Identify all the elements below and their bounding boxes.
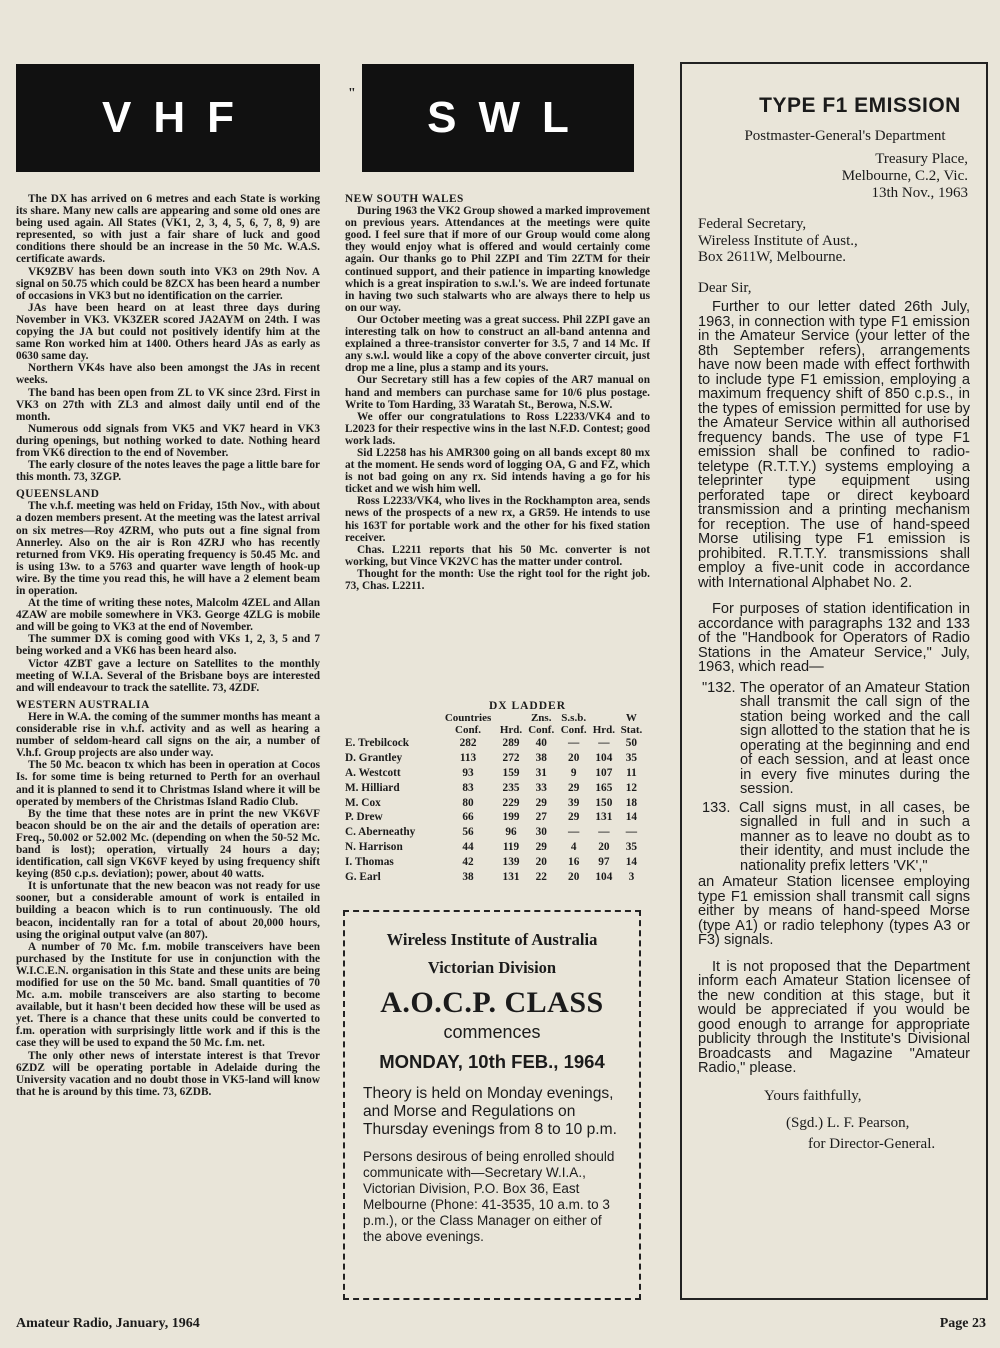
table-cell: 16 xyxy=(568,855,580,868)
f1-quote-132: "132. The operator of an Amateur Station shall transmit the call sign of the station being worked and the call sign allotted to the station that he is operating at the beginning and end of each session, and at least once in every five minutes during the session. xyxy=(702,679,970,797)
f1-paragraph-1: Further to our letter dated 26th July, 1963, in connection with type F1 emission in the Amateur Service (your letter of the 8th September refers), arrangements have now been made with effect forthwith to include type F1 emission, employing a maximum frequency shift of 850 c.p.s., in the types of emission permitted for use by the Amateur Service within all authorised frequency bands. The use of type F1 emission shall be confined to radio-teletype (R.T.T.Y.) systems employing a teleprinter type equipment using perforated tape or direct keyboard transmission and a printing mechanism for reception. The use of hand-speed Morse utilising type F1 emission is prohibited. R.T.T.Y. transmissions shall employ a five-unit code in accordance with International Alphabet No. 2. xyxy=(698,299,970,591)
table-cell: Countries xyxy=(444,712,492,724)
paragraph: Numerous odd signals from VK5 and VK7 heard in VK3 during openings, but nothing worked to date. Nothing heard from VK6 direction to the end of November. xyxy=(16,422,320,459)
table-cell: 83 xyxy=(462,781,474,794)
f1-paragraph-3: an Amateur Station licensee employing type F1 emission shall transmit call signs either by means of hand-speed Morse (type A1) or radio telephony (types A3 or F3) signals. xyxy=(698,874,970,948)
table-cell: 29 xyxy=(568,811,580,824)
table-cell: 20 xyxy=(568,870,580,883)
paragraph: Chas. L2211 reports that his 50 Mc. converter is not working, but Vince VK2VC has the matter under control. xyxy=(345,543,650,568)
table-cell: 50 xyxy=(625,737,638,750)
table-cell: 104 xyxy=(595,870,613,883)
table-cell: 27 xyxy=(535,811,547,824)
swl-paragraphs xyxy=(345,205,650,592)
dx-ladder-table xyxy=(345,712,645,884)
paragraph: The band has been open from ZL to VK since 23rd. First in VK3 on 27th with ZL3 and almost daily until end of the month. xyxy=(16,386,320,423)
table-cell: 159 xyxy=(502,766,520,779)
paragraph: JAs have been heard on at least three days during November in VK3. VK3ZER scored JA2AYM on 24th. I was copying the JA but could not positively identify him at the same Ron worked him at 1400. Others heard JAs as early as 0630 same day. xyxy=(16,301,320,363)
table-cell: S.s.b. xyxy=(561,712,587,724)
table-cell: 165 xyxy=(595,781,613,794)
table-cell: C. Aberneathy xyxy=(345,826,416,839)
f1-signature: (Sgd.) L. F. Pearson, xyxy=(786,1114,910,1131)
table-cell: 282 xyxy=(459,737,477,750)
table-cell: Hrd. xyxy=(592,724,616,736)
table-cell: G. Earl xyxy=(345,870,381,883)
table-row xyxy=(345,724,645,736)
table-cell: 35 xyxy=(625,840,638,853)
dx-ladder-title: DX LADDER xyxy=(488,700,567,712)
table-cell: 150 xyxy=(595,796,613,809)
type-f1-emission-letter xyxy=(680,62,988,1300)
vhf-article xyxy=(16,193,320,1098)
paragraph: Our October meeting was a great success. Phil 2ZPI gave an interesting talk on how to construct an all-band antenna and explained a three-transistor converter for 3.5, 7 and 14 Mc. If any s.w.l. would like a copy of the above converter circuit, just drop me a line, plus a stamp and its yours. xyxy=(345,313,650,375)
table-row xyxy=(345,825,645,840)
table-cell: 96 xyxy=(505,826,517,839)
table-cell: Stat. xyxy=(620,724,643,736)
f1-paragraph-4: It is not proposed that the Department inform each Amateur Station licensee of the new condition at this stage, but it would be appreciated if you would be good enough to arrange for appropriate publicity through the Institute's Divisional Broadcasts and Magazine "Amateur Radio," please. xyxy=(698,958,970,1076)
table-cell: E. Trebilcock xyxy=(345,737,410,750)
table-row xyxy=(345,795,645,810)
table-cell: 38 xyxy=(535,752,547,765)
dx-ladder xyxy=(345,700,650,884)
table-cell: 20 xyxy=(535,855,547,868)
table-cell: P. Drew xyxy=(345,811,383,824)
f1-paragraph-2: For purposes of station identification in accordance with paragraphs 132 and 133 of the "Handbook for Operators of Radio Stations in the Amateur Service," July, 1963, which read— xyxy=(698,601,970,675)
table-cell: 229 xyxy=(502,796,520,809)
table-cell: — xyxy=(598,737,610,750)
table-cell: 119 xyxy=(502,840,520,853)
table-cell xyxy=(345,724,439,736)
table-cell: 131 xyxy=(595,811,613,824)
table-cell: D. Grantley xyxy=(345,752,403,765)
table-row xyxy=(345,840,645,855)
aocp-date: MONDAY, 10th FEB., 1964 xyxy=(379,1051,605,1072)
queensland-paragraphs xyxy=(16,500,320,694)
f1-signature-title: for Director-General. xyxy=(808,1135,936,1152)
aocp-division: Victorian Division xyxy=(427,958,557,977)
table-row xyxy=(345,751,645,766)
f1-department: Postmaster-General's Department xyxy=(744,128,946,144)
paragraph: The 50 Mc. beacon tx which has been in operation at Cocos Is. for some time is being returned to Perth for an overhaul and it is planned to send it to Christmas Island where it will be operated by members of the Christmas Island Radio Club. xyxy=(16,759,320,808)
table-cell: 18 xyxy=(625,796,638,809)
table-cell: 29 xyxy=(568,781,580,794)
table-cell: 289 xyxy=(502,737,520,750)
table-cell: Conf. xyxy=(560,724,587,736)
paragraph: The v.h.f. meeting was held on Friday, 15th Nov., with about a dozen members present. At the meeting was the latest arrival on six metres—Roy 4ZRM, who puts out a fine signal from Annerley. Also on the air is Ron 4ZRJ who has recently returned from VK9. His operating frequency is 50.45 Mc. and is using 13w. to a 5763 and quarter wave length of hook-up wire. By the time you read this, he will have a 2 element beam in operation. xyxy=(16,500,320,597)
table-cell: I. Thomas xyxy=(345,855,394,868)
table-row xyxy=(345,854,645,869)
paragraph: Northern VK4s have also been amongst the JAs in recent weeks. xyxy=(16,362,320,387)
table-cell: 39 xyxy=(568,796,580,809)
aocp-commences: commences xyxy=(443,1022,541,1042)
table-row xyxy=(345,712,645,724)
paragraph: The summer DX is coming good with VKs 1, 2, 3, 5 and 7 being worked and a VK6 has been heard also. xyxy=(16,633,320,658)
table-cell: 38 xyxy=(462,870,474,883)
paragraph: Here in W.A. the coming of the summer months has meant a considerable rise in v.h.f. activity and as well as hearing a number of seldom-heard call signs on the air, a number of V.h.f. Group projects are also under way. xyxy=(16,710,320,760)
table-cell: 42 xyxy=(462,855,474,868)
f1-quote-133: 133. Call signs must, in all cases, be signalled in full and in such a manner as to leave no doubt as to their identity, and must include the nationality prefix letters 'VK'," xyxy=(702,799,970,874)
table-cell: — xyxy=(625,826,638,839)
aocp-class-notice xyxy=(343,910,641,1300)
aocp-contact: Persons desirous of being enrolled should communicate with—Secretary W.I.A., Victorian Division, P.O. Box 36, East Melbourne (Phone: 41-3535, 10 a.m. to 3 p.m.), or the Class Manager on either of the above evenings. xyxy=(363,1149,615,1244)
paragraph: Thought for the month: Use the right tool for the right job. 73, Chas. L2211. xyxy=(345,567,650,592)
footer-page-number: Page 23 xyxy=(939,1316,986,1331)
table-cell xyxy=(590,712,618,724)
paragraph: The DX has arrived on 6 metres and each State is working its share. Many new calls are appearing and some old ones are being used again. All States (VK1, 2, 3, 4, 5, 6, 7, 8, 9) are represented, so with just a fair share of luck and good conditions there should be an increase in the 50 Mc. W.A.S. certificate awards. xyxy=(16,193,320,266)
vhf-intro-paragraphs xyxy=(16,193,320,483)
table-cell: 20 xyxy=(598,840,610,853)
aocp-title: A.O.C.P. CLASS xyxy=(380,986,604,1019)
paragraph: During 1963 the VK2 Group showed a marked improvement on previous years. Attendances at the meetings were quite good. I feel sure that if more of our Group would come along they would enjoy what is offered and would certainly come again. Our thanks go to Phil 2ZPI and Tim 2ZTM for their continued support, and their patience in imparting knowledge which is a great inspiration to s.w.l.'s. We are indeed fortunate in having two such stalwarts who are always there to help us on our way. xyxy=(345,205,650,314)
table-cell: 33 xyxy=(535,781,547,794)
paragraph: The only other news of interstate interest is that Trevor 6ZDZ will be operating portable in Adelaide during the University vacation and no doubt those in VK5-land will know that he is around by this time. 73, 6ZDB. xyxy=(16,1049,320,1098)
table-cell: 30 xyxy=(535,826,547,839)
vhf-banner: VHF xyxy=(16,64,320,172)
paragraph: Ross L2233/VK4, who lives in the Rockhampton area, sends news of the prospects of a new rx, a GR59. He intends to use his 163T for portable work and the other for his fixed station receiver. xyxy=(345,495,650,544)
address-line: Melbourne, C.2, Vic. xyxy=(841,168,968,184)
table-cell: 9 xyxy=(570,766,577,779)
address-line: Box 2611W, Melbourne. xyxy=(698,249,847,265)
table-cell: M. Cox xyxy=(345,796,381,809)
table-cell: Conf. xyxy=(528,724,555,736)
table-cell: 22 xyxy=(535,870,547,883)
f1-closing: Yours faithfully, xyxy=(764,1087,862,1104)
table-cell: 104 xyxy=(595,752,613,765)
paragraph: Sid L2258 has his AMR300 going on all bands except 80 mx at the moment. He sends word of logging OA, G and FZ, which is not bad going on any rx. Sid intends having a go for his ticket and we wish him well. xyxy=(345,446,650,496)
table-cell: 107 xyxy=(595,766,613,779)
table-cell: W xyxy=(625,712,637,724)
table-cell: 11 xyxy=(626,766,637,779)
paragraph: By the time that these notes are in print the new VK6VF beacon should be on the air and the details of operation are: Freq., 50.002 or 52.002 Mc. (depending on when the 50-52 Mc. band is lost); operation, virtually 24 hours a day; identification, call sign VK6VF keyed by using frequency shift keying (850 c.p.s. deviation); power, about 40 watts. xyxy=(16,807,320,881)
swl-banner: SWL xyxy=(362,64,634,172)
aocp-org: Wireless Institute of Australia xyxy=(386,930,598,949)
table-cell: M. Hilliard xyxy=(345,781,400,794)
table-cell: 20 xyxy=(568,752,580,765)
address-line: Federal Secretary, xyxy=(698,216,807,232)
paragraph: VK9ZBV has been down south into VK3 on 29th Nov. A signal on 50.75 which could be 8ZCX has been heard a number of occasions in VK3 but no identification on the carrier. xyxy=(16,265,320,302)
western-australia-paragraphs xyxy=(16,711,320,1098)
table-cell: 131 xyxy=(502,870,520,883)
stray-mark: " xyxy=(348,86,356,101)
table-cell: 29 xyxy=(535,840,547,853)
table-cell: Conf. xyxy=(455,724,482,736)
table-cell: 56 xyxy=(462,826,474,839)
paragraph: At the time of writing these notes, Malcolm 4ZEL and Allan 4ZAW are mobile somewhere in VK3. George 4ZLG is mobile and will be going to VK3 at the end of November. xyxy=(16,597,320,634)
paragraph: It is unfortunate that the new beacon was not ready for use sooner, but a considerable amount of work is entailed in building a beacon which is to run continuously. The old beacon, incidentally ran for a total of about 20,000 hours, using the original output valve (an 807). xyxy=(16,880,320,941)
western-australia-heading: WESTERN AUSTRALIA xyxy=(16,698,150,711)
nsw-heading: NEW SOUTH WALES xyxy=(345,193,464,205)
table-row xyxy=(345,736,645,751)
f1-to-address xyxy=(682,216,986,266)
table-cell: Hrd. xyxy=(499,724,523,736)
table-cell: 93 xyxy=(462,766,474,779)
table-cell: 31 xyxy=(535,766,547,779)
table-cell: 12 xyxy=(625,781,638,794)
table-cell: 113 xyxy=(459,752,477,765)
table-cell: 14 xyxy=(625,811,638,824)
address-line: Wireless Institute of Aust., xyxy=(698,232,858,249)
table-row xyxy=(345,780,645,795)
table-cell: 199 xyxy=(502,811,520,824)
queensland-heading: QUEENSLAND xyxy=(16,488,100,501)
table-cell: 4 xyxy=(570,840,577,853)
f1-title: TYPE F1 EMISSION xyxy=(759,94,961,117)
table-cell: Zns. xyxy=(530,712,552,724)
table-row xyxy=(345,810,645,825)
table-cell: — xyxy=(568,737,580,750)
paragraph: Victor 4ZBT gave a lecture on Satellites to the monthly meeting of W.I.A. Several of the Brisbane boys are interested and will endeavour to track the satellite. 73, 4ZDF. xyxy=(16,657,320,694)
address-line: Treasury Place, xyxy=(875,151,968,167)
table-cell: A. Westcott xyxy=(345,766,401,779)
paragraph: A number of 70 Mc. f.m. mobile transceivers have been purchased by the Institute for use in conjunction with the W.I.C.E.N. organisation in this State and these units are being modified for use on the 50 Mc. band. Small quantities of 70 Mc. a.m. mobile transceivers are also starting to become available, but it hasn't been decided how these will be used as yet. There is a chance that these units could be converted to f.m. operation with surprisingly little work and if this is the case they will be used to expand the 50 Mc. f.m. net. xyxy=(16,940,320,1050)
table-cell: 80 xyxy=(462,796,474,809)
f1-salutation: Dear Sir, xyxy=(698,279,752,296)
paragraph: Our Secretary still has a few copies of the AR7 manual on hand and members can purchase same for 10/6 plus postage. Write to Tom Harding, 33 Waratah St., Berowa, N.S.W. xyxy=(345,374,650,411)
table-cell: 139 xyxy=(502,855,520,868)
table-cell: 272 xyxy=(502,752,520,765)
table-row xyxy=(345,869,645,884)
swl-article xyxy=(345,193,650,592)
address-line: 13th Nov., 1963 xyxy=(871,185,968,201)
table-cell: 66 xyxy=(462,811,474,824)
table-cell: 235 xyxy=(502,781,520,794)
table-cell xyxy=(345,712,439,724)
f1-from-address xyxy=(682,151,986,202)
table-cell: 40 xyxy=(535,737,547,750)
table-cell: 14 xyxy=(625,855,638,868)
table-cell: — xyxy=(568,826,580,839)
footer-publication: Amateur Radio, January, 1964 xyxy=(16,1316,200,1331)
table-cell: 3 xyxy=(628,870,635,883)
aocp-schedule: Theory is held on Monday evenings, and Morse and Regulations on Thursday evenings from 8 to 10 p.m. xyxy=(363,1085,617,1138)
table-row xyxy=(345,766,645,781)
table-cell: 44 xyxy=(462,840,474,853)
table-cell: 29 xyxy=(535,796,547,809)
paragraph: We offer our congratulations to Ross L2233/VK4 and to L2023 for their respective wins in the last N.F.D. Contest; good work lads. xyxy=(345,410,650,447)
table-cell: — xyxy=(598,826,610,839)
table-cell xyxy=(497,712,525,724)
table-cell: 35 xyxy=(625,752,638,765)
table-cell: N. Harrison xyxy=(345,840,403,853)
paragraph: The early closure of the notes leaves the page a little bare for this month. 73, 3ZGP. xyxy=(16,459,320,484)
table-cell: 97 xyxy=(598,855,610,868)
